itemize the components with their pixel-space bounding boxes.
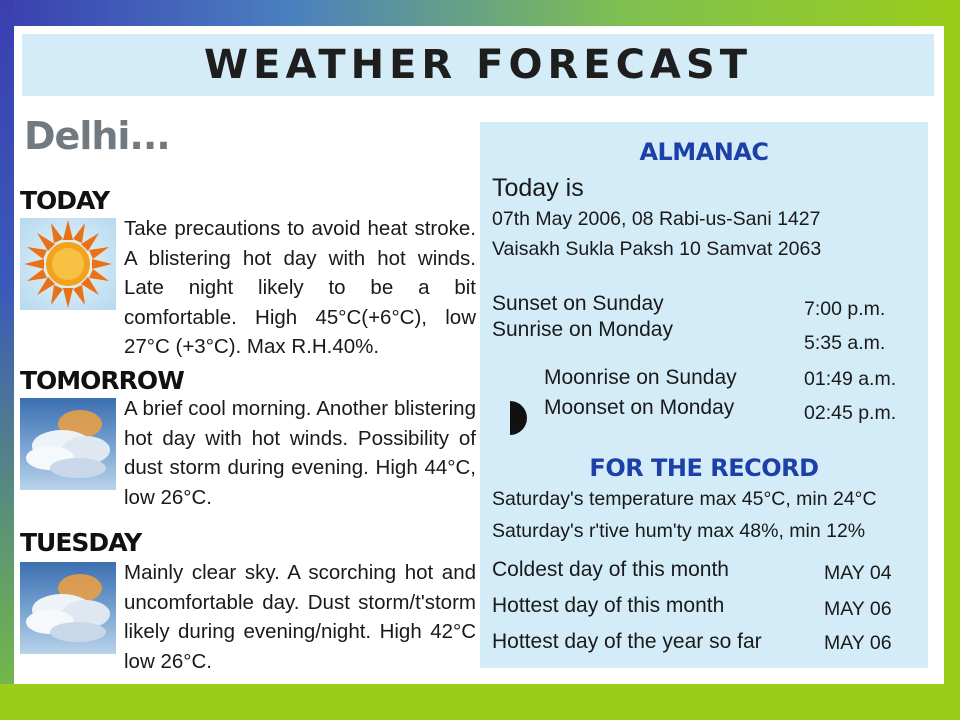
day-label-tomorrow: TOMORROW (20, 366, 184, 395)
date-line-2: Vaisakh Sukla Paksh 10 Samvat 2063 (492, 238, 822, 260)
partly-cloudy-icon (20, 562, 116, 654)
sunrise-time: 5:35 a.m. (804, 332, 886, 354)
day-label-tuesday: TUESDAY (20, 528, 142, 557)
sunset-label: Sunset on Sunday (492, 292, 664, 315)
coldest-day-value: MAY 04 (824, 562, 892, 584)
record-temperature-line: Saturday's temperature max 45°C, min 24°C (492, 488, 877, 510)
almanac-heading: ALMANAC (639, 138, 769, 166)
frame-bottom-band (0, 684, 960, 720)
hottest-year-value: MAY 06 (824, 632, 892, 654)
coldest-day-label: Coldest day of this month (492, 558, 729, 581)
frame-left-band (0, 0, 14, 720)
forecast-panel (14, 26, 944, 684)
city-name: Delhi... (24, 114, 170, 158)
moonset-label: Moonset on Monday (544, 396, 735, 419)
page-title: WEATHER FORECAST (204, 42, 752, 88)
record-heading: FOR THE RECORD (589, 454, 819, 482)
title-bar (22, 34, 934, 96)
sunset-time: 7:00 p.m. (804, 298, 886, 320)
moonrise-label: Moonrise on Sunday (544, 366, 737, 389)
today-is-label: Today is (492, 174, 584, 202)
date-line-1: 07th May 2006, 08 Rabi-us-Sani 1427 (492, 208, 821, 230)
partly-cloudy-icon (20, 398, 116, 490)
hottest-month-value: MAY 06 (824, 598, 892, 620)
hottest-month-label: Hottest day of this month (492, 594, 725, 617)
sun-icon (20, 218, 116, 310)
hottest-year-label: Hottest day of the year so far (492, 630, 762, 653)
forecast-text-tuesday: Mainly clear sky. A scorching hot and uncomfortable day. Dust storm/t'storm likely during evening/night. High 42°C low 26°C. (124, 561, 476, 673)
moonrise-time: 01:49 a.m. (804, 368, 897, 390)
sunrise-label: Sunrise on Monday (492, 318, 673, 341)
forecast-text-today: Take precautions to avoid heat stroke. A blistering hot day with hot winds. Late night likely to be a bit comfortable. High 45°C(+6°C), low 27°C (+3°C). Max R.H.40%. (124, 217, 476, 358)
forecast-text-tomorrow: A brief cool morning. Another blistering hot day with hot winds. Possibility of dust storm during evening. High 44°C, low 26°C. (124, 397, 476, 509)
half-moon-icon (506, 400, 528, 436)
record-humidity-line: Saturday's r'tive hum'ty max 48%, min 12% (492, 520, 866, 542)
almanac-box (480, 122, 928, 668)
moonset-time: 02:45 p.m. (804, 402, 897, 424)
day-label-today: TODAY (20, 186, 110, 215)
